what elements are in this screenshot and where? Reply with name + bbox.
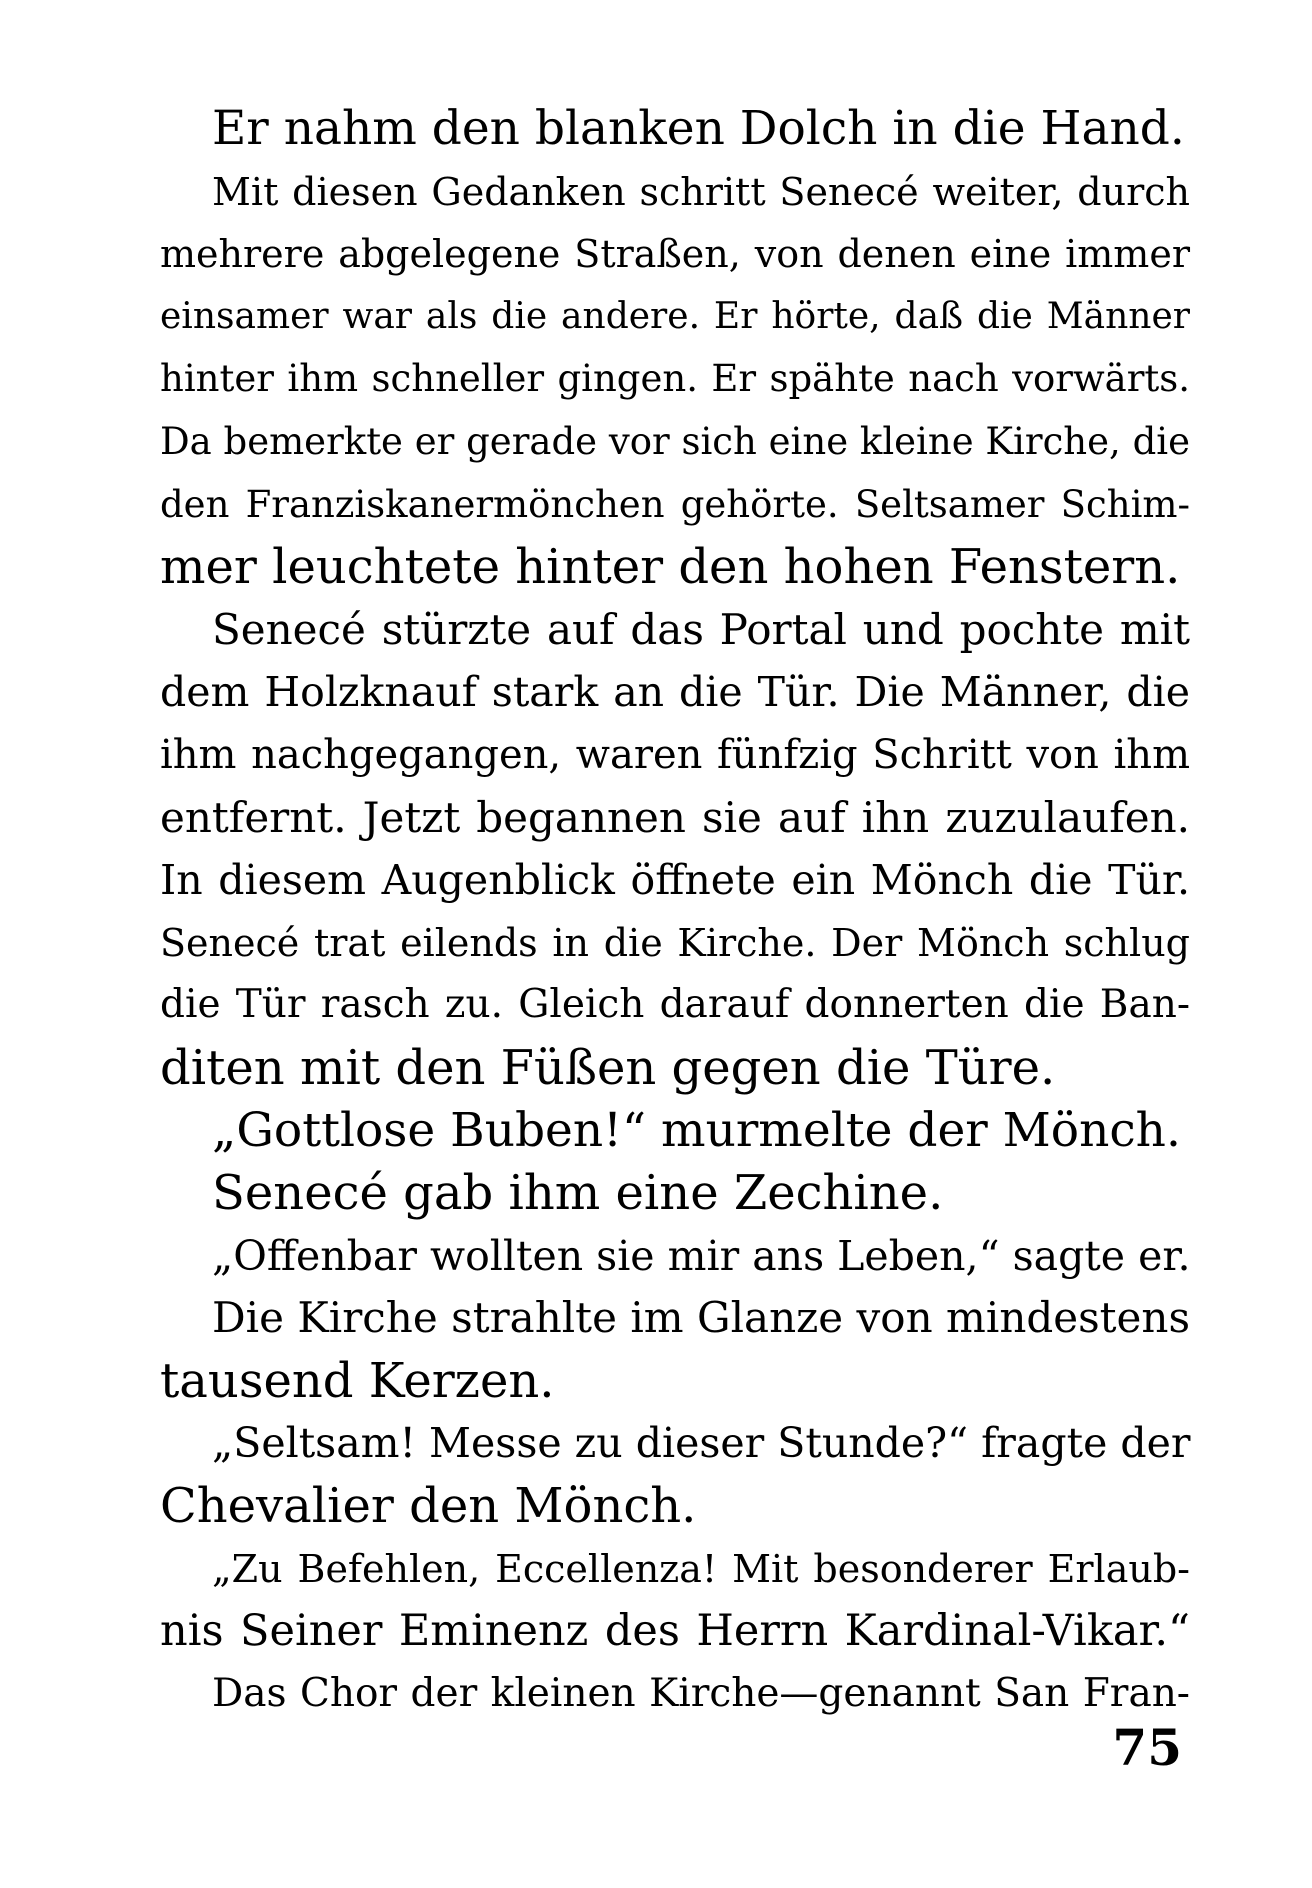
text-line: Chevalier den Mönch. (160, 1478, 697, 1535)
text-line: mer leuchtete hinter den hohen Fenstern. (160, 539, 1181, 596)
text-line: Das Chor der kleinen Kirche—genannt San Fran- (212, 1670, 1190, 1716)
body-text (160, 98, 1190, 1725)
text-line: den Franziskanermönchen gehörte. Seltsamer Schim- (160, 482, 1190, 526)
text-line: In diesem Augenblick öffnete ein Mönch die Tür. (160, 856, 1190, 905)
text-line: „Gottlose Buben!“ murmelte der Mönch. (212, 1102, 1181, 1158)
text-line: tausend Kerzen. (160, 1352, 555, 1409)
text-line: hinter ihm schneller gingen. Er spähte nach vorwärts. (160, 357, 1190, 401)
text-line: nis Seiner Eminenz des Herrn Kardinal-Vikar.“ (160, 1606, 1190, 1657)
text-line: Da bemerkte er gerade vor sich eine kleine Kirche, die (160, 419, 1190, 463)
text-line: entfernt. Jetzt begannen sie auf ihn zuzulaufen. (160, 792, 1190, 842)
text-line: einsamer war als die andere. Er hörte, daß die Männer (160, 295, 1190, 337)
text-line: Mit diesen Gedanken schritt Senecé weiter, durch (212, 169, 1190, 214)
page-number: 75 (1112, 1718, 1182, 1777)
text-line: „Zu Befehlen, Eccellenza! Mit besonderer Erlaub- (212, 1546, 1190, 1591)
text-line: „Seltsam! Messe zu dieser Stunde?“ fragte der (212, 1419, 1191, 1468)
text-line: dem Holzknauf stark an die Tür. Die Männer, die (160, 668, 1190, 717)
text-line: Senecé stürzte auf das Portal und pochte mit (212, 604, 1190, 654)
text-line: Er nahm den blanken Dolch in die Hand. (212, 101, 1185, 156)
text-line: diten mit den Füßen gegen die Türe. (160, 1039, 1056, 1096)
text-line: Die Kirche strahlte im Glanze von mindestens (212, 1293, 1190, 1343)
text-line: „Offenbar wollten sie mir ans Leben,“ sagte er. (212, 1231, 1191, 1280)
text-line: Senecé gab ihm eine Zechine. (212, 1165, 944, 1222)
text-line: ihm nachgegangen, waren fünfzig Schritt von ihm (160, 731, 1190, 778)
text-line: mehrere abgelegene Straßen, von denen eine immer (160, 232, 1190, 277)
text-line: die Tür rasch zu. Gleich darauf donnerten die Ban- (160, 982, 1190, 1028)
text-line: Senecé trat eilends in die Kirche. Der Mönch schlug (160, 920, 1190, 965)
